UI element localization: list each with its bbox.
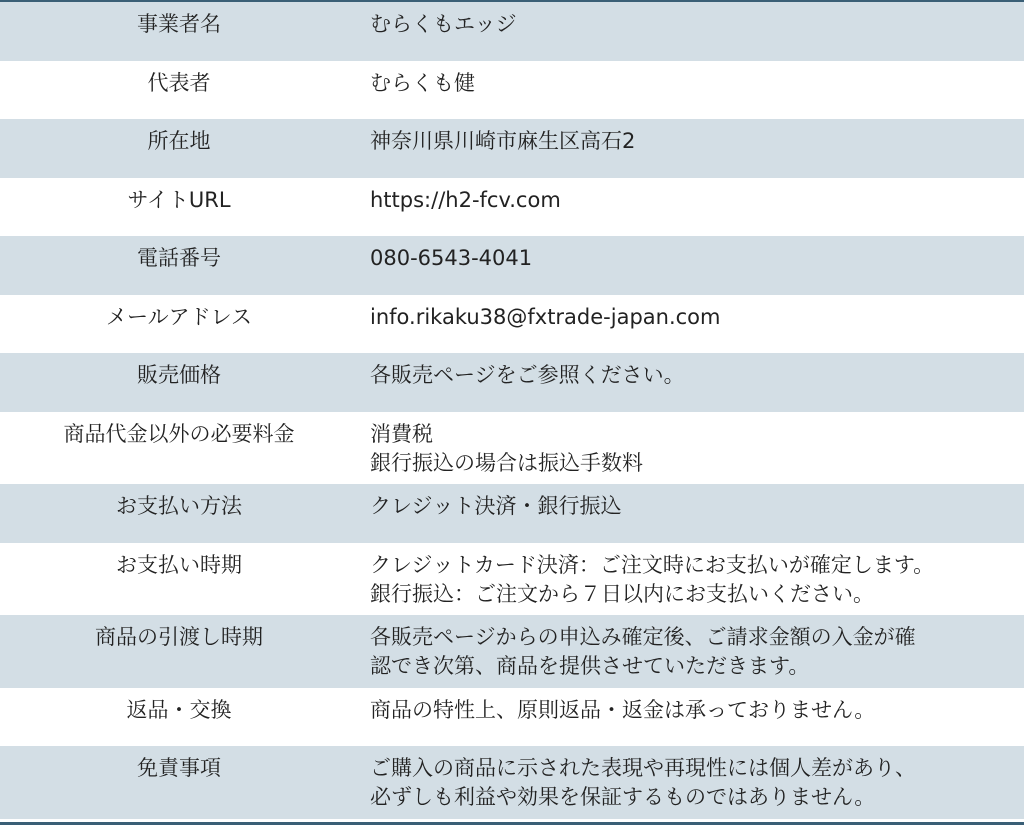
row-label: 所在地 xyxy=(147,129,211,153)
table-row-price xyxy=(0,353,1024,412)
table-row-representative xyxy=(0,61,1024,120)
row-value: クレジット決済・銀行振込 xyxy=(370,494,622,518)
row-label: 商品の引渡し時期 xyxy=(95,625,263,649)
row-value: 商品の特性上、原則返品・返金は承っておりません。 xyxy=(370,697,876,722)
table-row-site-url xyxy=(0,178,1024,237)
row-label: 電話番号 xyxy=(137,246,221,270)
table-row-additional-fees xyxy=(0,412,1024,485)
row-label: 事業者名 xyxy=(137,12,221,36)
row-label: 返品・交換 xyxy=(126,697,232,722)
row-label: 販売価格 xyxy=(137,363,221,387)
row-label: サイトURL xyxy=(127,187,231,212)
row-label: メールアドレス xyxy=(106,304,252,329)
row-value: 080-6543-4041 xyxy=(370,246,533,270)
row-value: info.rikaku38@fxtrade-japan.com xyxy=(370,304,721,329)
table-row-business-name xyxy=(0,2,1024,61)
row-value: 神奈川県川崎市麻生区高石2 xyxy=(370,129,636,153)
table-row-payment-method xyxy=(0,484,1024,543)
table-row-address xyxy=(0,119,1024,178)
table-row-phone xyxy=(0,236,1024,295)
row-label: お支払い方法 xyxy=(116,494,242,518)
row-label: 商品代金以外の必要料金 xyxy=(63,421,295,446)
row-label: 代表者 xyxy=(147,70,211,95)
table-row-email xyxy=(0,295,1024,354)
row-label: お支払い時期 xyxy=(116,552,242,577)
row-value: 各販売ページからの申込み確定後、ご請求金額の入金が確 認でき次第、商品を提供させていただきます。 xyxy=(370,625,916,678)
row-value: 消費税 銀行振込の場合は振込手数料 xyxy=(370,421,643,475)
table-row-payment-timing xyxy=(0,543,1024,616)
table-row-returns xyxy=(0,688,1024,747)
table-row-disclaimer xyxy=(0,746,1024,819)
row-label: 免責事項 xyxy=(137,756,221,780)
row-value: 各販売ページをご参照ください。 xyxy=(370,363,685,387)
row-value: むらくも健 xyxy=(370,70,475,95)
row-value: https://h2-fcv.com xyxy=(370,187,561,212)
table-row-delivery-timing xyxy=(0,615,1024,688)
row-value: クレジットカード決済：ご注文時にお支払いが確定します。 銀行振込：ご注文から７日以内にお支払いください。 xyxy=(370,552,935,606)
row-value: むらくもエッジ xyxy=(370,12,517,36)
row-value: ご購入の商品に示された表現や再現性には個人差があり、 必ずしも利益や効果を保証するものではありません。 xyxy=(370,756,916,809)
